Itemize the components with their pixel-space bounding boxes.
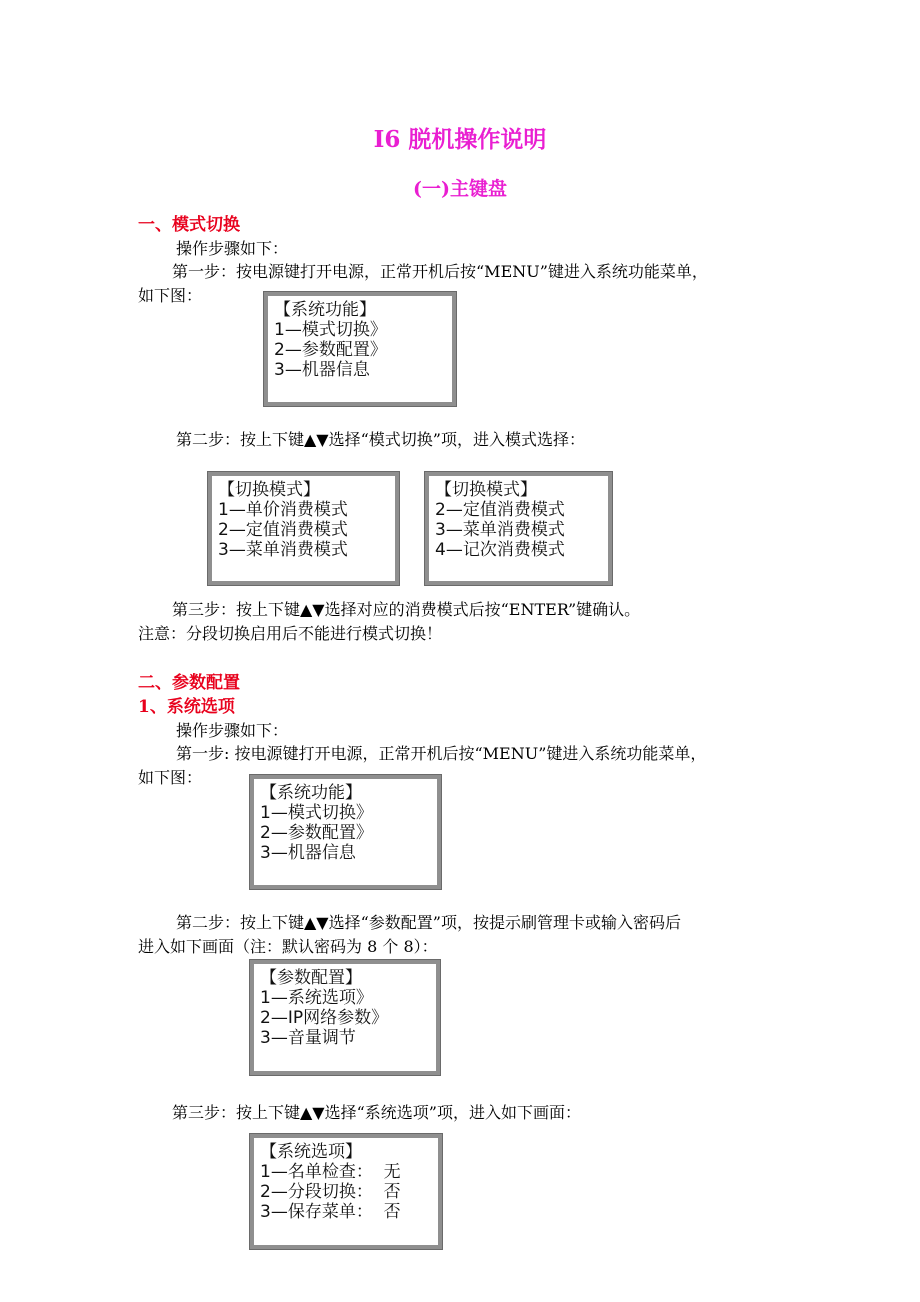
lcd-screen-switch-mode-1 <box>208 472 399 585</box>
step1-text-cont: 如下图： <box>138 286 203 305</box>
step1-text: 第一步：按电源键打开电源，正常开机后按“MENU”键进入系统功能菜单， <box>172 262 708 281</box>
document-title: I6 脱机操作说明 <box>373 126 547 153</box>
steps-intro: 操作步骤如下： <box>176 239 289 258</box>
lcd-line: 1—模式切换》 <box>274 320 387 340</box>
lcd-line: 【系统功能】 <box>274 300 376 320</box>
lcd-screen-param-config <box>250 960 440 1075</box>
step1-text: 第一步: 按电源键打开电源，正常开机后按“MENU”键进入系统功能菜单， <box>176 744 707 763</box>
lcd-line: 1—单价消费模式 <box>218 500 348 520</box>
lcd-line: 2—定值消费模式 <box>218 520 348 540</box>
document-subtitle: (一)主键盘 <box>413 178 507 200</box>
step3-text: 第三步：按上下键▲▼选择对应的消费模式后按“ENTER”键确认。 <box>172 600 641 619</box>
lcd-line: 3—保存菜单： 否 <box>260 1202 401 1222</box>
lcd-line: 3—机器信息 <box>260 843 356 863</box>
lcd-line: 1—模式切换》 <box>260 803 373 823</box>
lcd-line: 1—名单检查： 无 <box>260 1162 401 1182</box>
lcd-line: 2—参数配置》 <box>274 340 387 360</box>
note-text: 注意：分段切换启用后不能进行模式切换！ <box>138 624 443 643</box>
lcd-screen-system-function-2 <box>250 775 441 889</box>
lcd-line: 3—音量调节 <box>260 1028 356 1048</box>
lcd-line: 3—菜单消费模式 <box>435 520 565 540</box>
lcd-screen-system-options <box>250 1134 442 1249</box>
lcd-screen-switch-mode-2 <box>425 472 612 585</box>
lcd-line: 4—记次消费模式 <box>435 540 565 560</box>
step2-text: 第二步：按上下键▲▼选择“参数配置”项，按提示刷管理卡或输入密码后 <box>176 913 681 932</box>
lcd-line: 2—定值消费模式 <box>435 500 565 520</box>
lcd-line: 2—参数配置》 <box>260 823 373 843</box>
section-heading-mode-switch: 一、模式切换 <box>138 215 240 235</box>
lcd-line: 【系统功能】 <box>260 783 362 803</box>
step2-text-cont: 进入如下画面（注：默认密码为 8 个 8）： <box>138 937 438 956</box>
lcd-line: 2—分段切换： 否 <box>260 1182 401 1202</box>
lcd-line: 【系统选项】 <box>260 1142 362 1162</box>
lcd-line: 1—系统选项》 <box>260 988 373 1008</box>
lcd-line: 2—IP网络参数》 <box>260 1008 389 1028</box>
step2-text: 第二步：按上下键▲▼选择“模式切换”项，进入模式选择： <box>176 430 585 449</box>
section-heading-param-config: 二、参数配置 <box>138 673 240 693</box>
lcd-screen-system-function <box>264 292 456 406</box>
subsection-heading-system-options: 1、系统选项 <box>138 697 235 717</box>
lcd-line: 3—机器信息 <box>274 360 370 380</box>
lcd-line: 【参数配置】 <box>260 968 362 988</box>
step3-text: 第三步：按上下键▲▼选择“系统选项”项，进入如下画面： <box>172 1103 581 1122</box>
steps-intro: 操作步骤如下： <box>176 721 289 740</box>
lcd-line: 【切换模式】 <box>218 480 320 500</box>
lcd-line: 3—菜单消费模式 <box>218 540 348 560</box>
lcd-line: 【切换模式】 <box>435 480 537 500</box>
step1-text-cont: 如下图： <box>138 768 203 787</box>
